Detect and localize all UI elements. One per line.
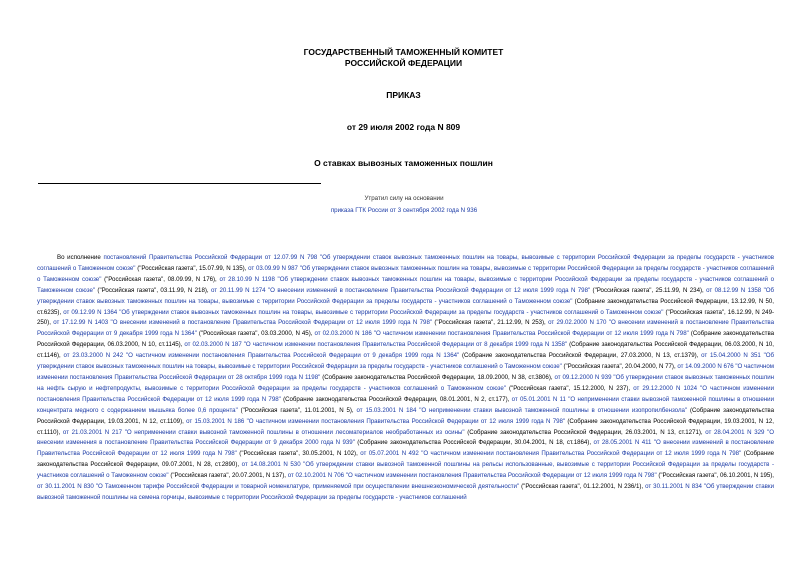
body-text-segment: ("Российская газета", 11.01.2001, N 5), [237,406,357,414]
body-text-segment: (Собрание законодательства Российской Федерации, 13.12.99, N 50, ст.6235), [37,297,774,316]
body-link[interactable]: от 17.12.99 N 1403 "О внесении изменений в постановление Правительства Российской Федерации от 12 июля 1999 года N 798" [53,319,432,327]
status-label: Утратил силу на основании [364,195,444,202]
body-link[interactable]: от 20.11.99 N 1274 "О внесении изменений в постановление Правительства Российской Федерации от 12 июля 1999 года N 798" [210,286,591,294]
body-link[interactable]: от 02.03.2000 N 187 "О частичном изменении постановления Правительства Российской Федерации от 8 декабря 1999 года N 1358" [184,341,568,349]
body-text-segment: (Собрание законодательства Российской Федерации, 26.03.2001, N 13, ст.1271), [464,428,706,436]
body-text-segment: ("Российская газета", 20.07.2001, N 137), [168,472,288,480]
body-text-segment: (Собрание законодательства Российской Федерации, 06.03.2000, N 10, ст.1145), [37,330,775,349]
body-link[interactable]: от 09.12.2000 N 939 "Об утверждении ставок вывозных таможенных пошлин на нефть сырую и нефтепродукты, вывозимые с территории Российской Федерации за пределы государств - участников соглашений о Таможенном союзе" [37,373,774,392]
body-link[interactable]: от 15.03.2001 N 184 "О неприменении ставки вывозной таможенной пошлины в отношении изопропилбензола" [356,406,688,414]
status-link[interactable]: приказа ГТК России от 3 сентября 2002 года N 936 [330,207,478,214]
document-subject: О ставках вывозных таможенных пошлин [314,158,493,168]
body-text-segment: (Собрание законодательства Российской Федерации, 19.03.2001, N 12, ст.1109), [37,406,774,425]
body-paragraph [37,253,774,504]
body-text-segment: (Собрание законодательства Российской Федерации, 30.04.2001, N 18, ст.1864), [354,439,594,447]
body-link[interactable]: от 15.03.2001 N 186 "О частичном изменении постановления Правительства Российской Федерации от 12 июля 1999 года N 798" [186,417,566,425]
body-link[interactable]: от 28.04.2001 N 329 "О внесении изменения в постановление Правительства Российской Федерации от 9 декабря 2000 года N 939" [37,428,774,447]
body-link[interactable]: от 29.12.2000 N 1024 "О частичном изменении постановления Правительства Российской Федерации от 12 июля 1999 года N 798" [37,384,774,403]
body-link[interactable]: от 14.09.2000 N 676 "О частичном изменении постановления Правительства Российской Федерации от 28 октября 1999 года N 1198" [37,363,774,381]
header-divider [38,183,321,184]
body-text-segment: ("Российская газета", 16.12.99, N 249-250), [37,308,774,327]
body-text-segment: ("Российская газета", 21.12.99, N 253), [432,319,549,327]
body-link[interactable]: от 08.12.99 N 1358 "Об утверждении ставок вывозных таможенных пошлин на товары, вывозимые с территории Российской Федерации за пределы государств - участников соглашений о Таможенном союзе" [37,286,774,305]
body-text-segment: ("Российская газета", 03.11.99, N 218), [95,286,211,294]
org-line-1: ГОСУДАРСТВЕННЫЙ ТАМОЖЕННЫЙ КОМИТЕТ [303,47,504,57]
body-text-segment: (Собрание законодательства Российской Федерации, 08.01.2001, N 2, ст.177), [280,395,512,403]
body-text-segment: (Собрание законодательства Российской Федерации, 27.03.2000, N 13, ст.1379), [459,352,702,360]
org-line-2: РОССИЙСКОЙ ФЕДЕРАЦИИ [344,58,463,68]
body-link[interactable]: от 30.11.2001 N 830 "О Таможенном тарифе Российской Федерации и товарной номенклатуре, применяемой при осуществлении внешнеэкономической деятельности" [37,483,520,491]
body-link[interactable]: от 02.03.2000 N 186 "О частичном изменении постановления Правительства Российской Федерации от 12 июля 1999 года N 798" [314,330,689,338]
body-text-segment: ("Российская газета", 06.10.2001, N 195), [656,472,774,480]
body-link[interactable]: от 21.03.2001 N 217 "О неприменении ставки вывозной таможенной пошлины в отношении лесоматериалов необработанных из осины" [62,428,465,436]
body-link[interactable]: от 23.03.2000 N 242 "О частичном изменении постановления Правительства Российской Федерации от 9 декабря 1999 года N 1364" [63,352,460,360]
body-link[interactable]: постановлений Правительства Российской Федерации от 12.07.99 N 798 "Об утверждении ставок вывозных таможенных пошлин на товары, вывозимые с территории Российской Федерации за пределы государств - участников соглашений о Таможенном союзе" [37,254,775,272]
body-link[interactable]: от 28.10.99 N 1198 "Об утверждении ставок вывозных таможенных пошлин на товары, вывозимые с территории Российской Федерации за пределы государств - участников соглашений о Таможенном союзе" [37,275,775,294]
body-text-segment: (Собрание законодательства Российской Федерации, 19.03.2001, N 12, ст.1110), [37,417,774,436]
body-text-segment: (Собрание законодательства Российской Федерации, 18.09.2000, N 38, ст.3806), [320,373,555,381]
body-text-segment: (Собрание законодательства Российской Федерации, 09.07.2001, N 28, ст.2890), [37,450,774,469]
body-link[interactable]: от 28.05.2001 N 411 "О внесении изменений в постановление Правительства Российской Федерации от 12 июля 1999 года N 798" [37,439,774,458]
body-link[interactable]: от 29.02.2000 N 170 "О внесении изменений в постановление Правительства Российской Федерации от 9 декабря 1999 года N 1364" [37,319,774,338]
body-link[interactable]: от 15.04.2000 N 351 "Об утверждении ставок вывозных таможенных пошлин на товары, вывозимые с территории Российской Федерации за пределы государств - участников соглашений о Таможенном союзе" [37,352,774,371]
body-text-segment: (Собрание законодательства Российской Федерации, 06.03.2000, N 10, ст.1146), [37,341,774,360]
body-text-segment: ("Российская газета", 01.12.2001, N 236/1), [519,483,646,491]
body-link[interactable]: от 05.01.2001 N 11 "О неприменении ставки вывозной таможенной пошлины в отношении концентрата медного с содержанием мышьяка более 0,6 процента" [37,395,774,414]
document-date-number: от 29 июля 2002 года N 809 [346,122,461,132]
body-text-segment: ("Российская газета", 03.03.2000, N 45), [196,330,315,338]
body-link[interactable]: от 14.08.2001 N 530 "Об утверждении ставки вывозной таможенной пошлины на рельсы использованные, вывозимые с территории Российской Федерации за пределы государств - участников соглашений о Таможенном союзе" [37,461,774,480]
body-text-segment: ("Российская газета", 20.04.2000, N 77), [561,363,678,371]
organization-name [0,47,807,69]
body-text-segment: ("Российская газета", 15.12.2000, N 237), [505,384,634,392]
body-text-segment: ("Российская газета", 30.05.2001, N 102), [236,450,361,458]
body-link[interactable]: от 05.07.2001 N 492 "О частичном изменении постановления Правительства Российской Федерации от 12 июля 1999 года N 798" [360,450,742,458]
status-note [321,193,487,217]
body-text-segment: ("Российская газета", 08.09.99, N 176), [101,275,220,283]
body-text-segment: ("Российская газета", 25.11.99, N 234), [590,286,707,294]
body-link[interactable]: от 02.10.2001 N 706 "О частичном изменении постановления Правительства Российской Федерации от 12 июля 1999 года N 798" [287,472,657,480]
body-link[interactable]: от 03.09.99 N 987 "Об утверждении ставок вывозных таможенных пошлин на товары, вывозимые с территории Российской Федерации за пределы государств - участников соглашений о Таможенном союзе" [37,264,774,283]
body-link[interactable]: от 30.11.2001 N 834 "Об утверждении ставки вывозной таможенной пошлины на семена горчицы, вывозимые с территории Российской Федерации за пределы государств - участников соглашений [37,483,774,501]
body-text-segment: ("Российская газета", 15.07.99, N 135), [135,264,249,272]
body-link[interactable]: от 09.12.99 N 1364 "Об утверждении ставок вывозных таможенных пошлин на товары, вывозимые с территории Российской Федерации за пределы государств - участников соглашений о Таможенном союзе" [63,308,664,316]
document-type: ПРИКАЗ [386,90,421,100]
body-text-segment: Во исполнение [57,254,104,261]
